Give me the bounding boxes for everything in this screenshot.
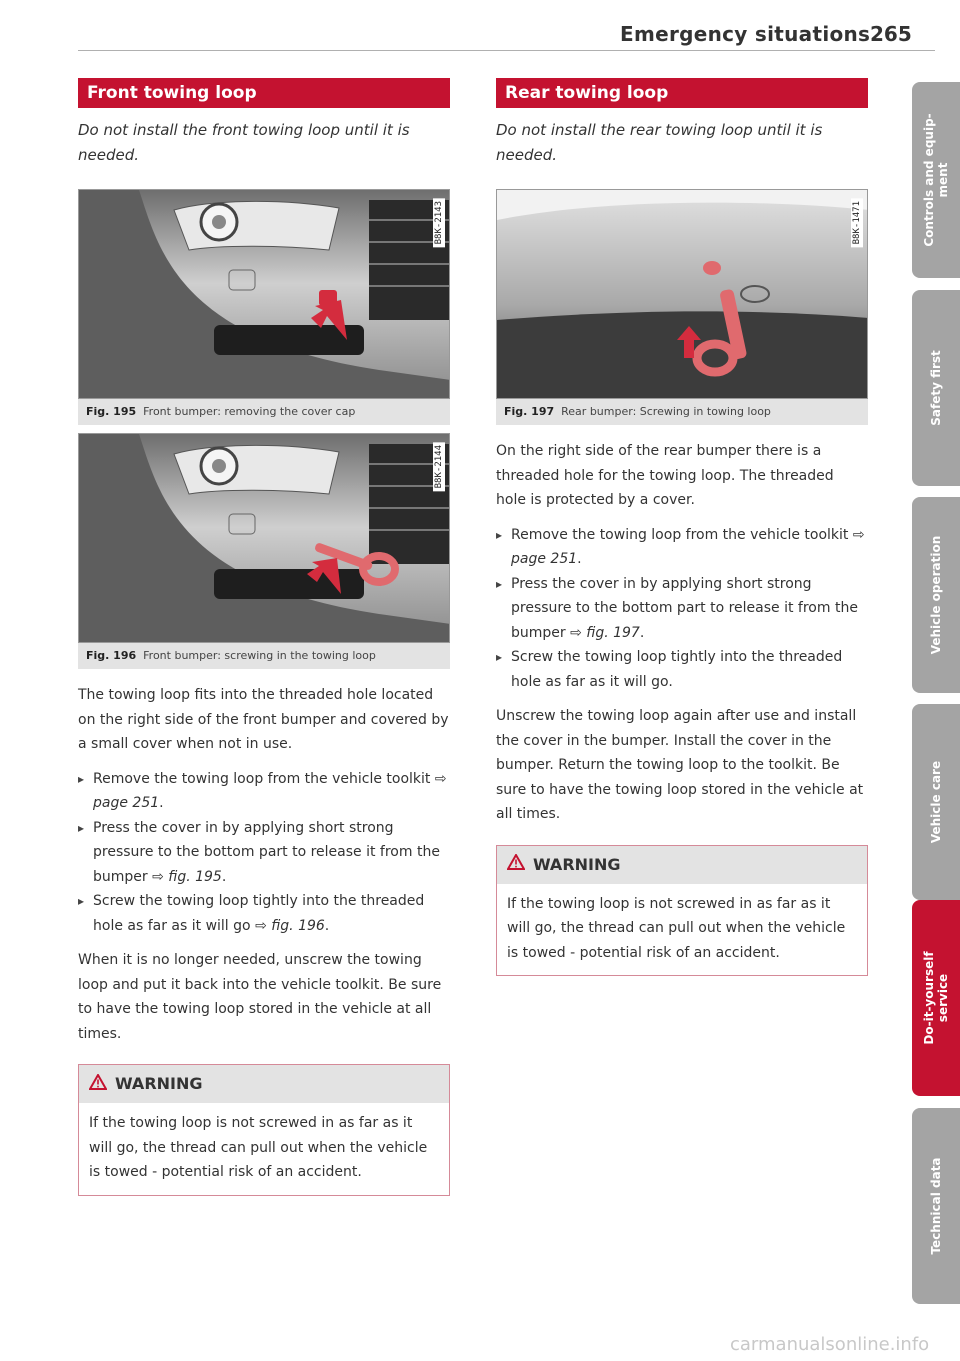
figure-code: B8K-2143: [433, 198, 445, 247]
figure-reference-link[interactable]: ⇨ fig. 196: [255, 917, 325, 934]
warning-box: [78, 1064, 450, 1196]
tab-label: Safety first: [929, 350, 943, 426]
warning-text: If the towing loop is not screwed in as far as it will go, the thread can pull out when the vehicle is towed - potential risk of an accident.: [89, 1115, 428, 1180]
instruction-list: [496, 523, 868, 695]
figure-number: Fig. 197: [504, 405, 555, 418]
figure-reference-link[interactable]: ⇨ fig. 197: [570, 624, 640, 641]
section-heading: Front towing loop: [78, 78, 450, 108]
warning-triangle-icon: [507, 846, 525, 884]
tab-label: Vehicle operation: [929, 535, 943, 655]
figure-caption: [78, 643, 450, 669]
body-paragraph: Unscrew the towing loop again after use and install the cover in the bumper. Install the cover in the bumper. Return the towing loop to the toolkit. Be sure to have the towing loop stored in the vehicle at all times.: [496, 708, 864, 822]
instruction-step: [78, 889, 450, 938]
front-bumper-illustration: [79, 190, 450, 398]
warning-title: WARNING: [533, 854, 621, 874]
step-text: Screw the towing loop tightly into the threaded hole as far as it will go: [93, 893, 425, 934]
front-bumper-loop-illustration: [79, 434, 450, 642]
chapter-title: Emergency situations: [620, 22, 871, 46]
step-end: .: [324, 917, 330, 934]
tab-vehicle-operation[interactable]: [912, 497, 960, 693]
instruction-step: [78, 816, 450, 890]
figure-number: Fig. 195: [86, 405, 137, 418]
warning-box: [496, 845, 868, 977]
step-end: .: [577, 551, 582, 567]
tab-label: Vehicle care: [929, 760, 943, 844]
section-heading: Rear towing loop: [496, 78, 868, 108]
instruction-step: [496, 645, 868, 694]
step-text: Remove the towing loop from the vehicle toolkit: [511, 526, 853, 543]
intro-text: Do not install the front towing loop until it is needed.: [78, 121, 410, 164]
intro-text: Do not install the rear towing loop until it is needed.: [496, 121, 823, 164]
tab-label: Do-it-yourself service: [922, 951, 950, 1045]
page-reference-link[interactable]: ⇨ page 251: [511, 526, 865, 567]
step-end: .: [221, 868, 227, 885]
instruction-step: [496, 572, 868, 646]
figure-caption: [78, 399, 450, 425]
instruction-step: [78, 767, 450, 816]
warning-title: WARNING: [115, 1074, 203, 1093]
warning-text: If the towing loop is not screwed in as far as it will go, the thread can pull out when the vehicle is towed - potential risk of an accident.: [507, 895, 846, 961]
figure-code: B8K-1471: [851, 198, 863, 247]
tab-do-it-yourself-service[interactable]: [912, 900, 960, 1096]
figure-front-bumper-cover: [78, 189, 450, 399]
watermark: carmanualsonline.info: [730, 1334, 930, 1355]
body-paragraph: The towing loop fits into the threaded hole located on the right side of the front bumper and covered by a small cover when not in use.: [78, 687, 449, 752]
tab-controls-and-equipment[interactable]: [912, 82, 960, 278]
step-end: .: [639, 624, 645, 641]
warning-header: [497, 846, 867, 884]
page-reference-link[interactable]: ⇨ page 251: [93, 770, 447, 811]
caption-text: Rear bumper: Screwing in towing loop: [561, 405, 771, 418]
body-paragraph: On the right side of the rear bumper there is a threaded hole for the towing loop. The threaded hole is protected by a cover.: [496, 443, 834, 508]
step-text: Screw the towing loop tightly into the threaded hole as far as it will go.: [511, 649, 843, 690]
caption-text: Front bumper: screwing in the towing loop: [143, 649, 376, 662]
step-text: Press the cover in by applying short strong pressure to the bottom part to release it from the bumper: [93, 819, 440, 885]
tab-technical-data[interactable]: [912, 1108, 960, 1304]
header-divider: [78, 50, 935, 51]
figure-number: Fig. 196: [86, 649, 137, 662]
step-text: Remove the towing loop from the vehicle toolkit: [93, 770, 435, 787]
caption-text: Front bumper: removing the cover cap: [143, 405, 356, 418]
tab-safety-first[interactable]: [912, 290, 960, 486]
tab-label: Technical data: [929, 1157, 943, 1255]
instruction-step: [496, 523, 868, 572]
figure-reference-link[interactable]: ⇨ fig. 195: [152, 868, 222, 885]
rear-bumper-illustration: [497, 190, 868, 398]
figure-code: B8K-2144: [433, 442, 445, 491]
front-towing-loop-section: [78, 78, 450, 1196]
figure-front-bumper-loop: [78, 433, 450, 643]
figure-rear-bumper-loop: [496, 189, 868, 399]
body-paragraph: When it is no longer needed, unscrew the towing loop and put it back into the vehicle toolkit. Be sure to have the towing loop stored in the vehicle at all times.: [78, 952, 442, 1042]
figure-caption: [496, 399, 868, 425]
instruction-list: [78, 767, 450, 939]
rear-towing-loop-section: [496, 78, 868, 976]
page-number: 265: [870, 22, 912, 46]
tab-label: Controls and equip- ment: [922, 113, 950, 247]
tab-vehicle-care[interactable]: [912, 704, 960, 900]
warning-triangle-icon: [89, 1066, 107, 1104]
step-end: .: [159, 795, 164, 811]
warning-header: [79, 1065, 449, 1103]
step-text: Press the cover in by applying short strong pressure to the bottom part to release it from the bumper: [511, 575, 858, 641]
